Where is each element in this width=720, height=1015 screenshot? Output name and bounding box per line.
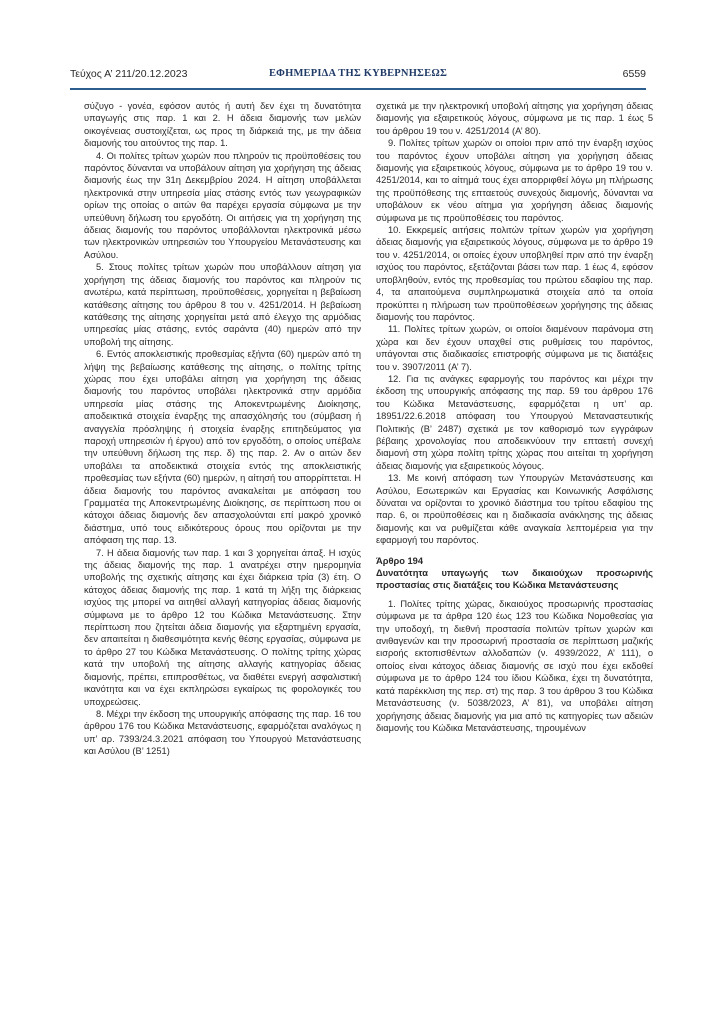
page-header (70, 68, 646, 84)
left-column (84, 100, 361, 758)
paragraph: σχετικά με την ηλεκτρονική υποβολή αίτησης για χορήγηση άδειας διαμονής για εξαιρετικούς λόγους, σύμφωνα με τις παρ. 1 έως 5 του άρθρου 19 του ν. 4251/2014 (Α’ 80). (376, 101, 653, 136)
journal-title: ΕΦΗΜΕΡΙΔΑ ΤΗΣ ΚΥΒΕΡΝΗΣΕΩΣ (268, 68, 448, 79)
paragraph: 4. Οι πολίτες τρίτων χωρών που πληρούν τις προϋποθέσεις του παρόντος δύνανται να υποβάλουν αίτηση για χορήγηση της άδειας διαμονής έως την 31η Δεκεμβρίου 2024. Η αίτηση υποβάλλεται ηλεκτρονικά στην υπηρεσία μίας στάσης εντός των γεωγραφικών ορίων της οποίας ο αιτών θα παρέχει εργασία σύμφωνα με την υπεύθυνη δήλωση του εργοδότη. Οι αιτήσεις για τη χορήγηση της άδειας διαμονής του παρόντος υποβάλλονται ηλεκτρονικά μέσω των ηλεκτρονικών υπηρεσιών του Υπουργείου Μετανάστευσης και Ασύλου. (84, 150, 361, 260)
paragraph: 6. Εντός αποκλειστικής προθεσμίας εξήντα (60) ημερών από τη λήψη της βεβαίωσης κατάθεσης της αίτησης, ο πολίτης τρίτης χώρας που έχει υποβάλει αίτηση για χορήγηση της άδειας διαμονής του παρόντος υποβάλει ηλεκτρονικά στην αρμόδια υπηρεσία μίας στάσης της Αποκεντρωμένης Διοίκησης, αποδεικτικά στοιχεία έναρξης της απασχόλησής του (σύμβαση ή αναγγελία πρόσληψης ή στοιχεία έναρξης επιτηδεύματος για παροχή υπηρεσιών ή έργου) από τον εργοδότη, ο οποίος υπέβαλε την υπεύθυνη δήλωση της περ. δ) της παρ. 2. Αν ο αιτών δεν υποβάλει τα αποδεικτικά στοιχεία εντός της αποκλειστικής προθεσμίας των εξήντα (60) ημερών, η αίτησή του απορρίπτεται. Η άδεια διαμονής του παρόντος ανακαλείται με απόφαση του Γραμματέα της Αποκεντρωμένης Διοίκησης, σε περίπτωση που οι κάτοχοι άδειας διαμονής δεν απασχολούνται επί μακρό χρονικό διάστημα, υπό τους ειδικότερους όρους που ορίζονται με την απόφαση της παρ. 13. (84, 349, 361, 546)
paragraph: 7. Η άδεια διαμονής των παρ. 1 και 3 χορηγείται άπαξ. Η ισχύς της άδειας διαμονής της παρ. 1 ανατρέχει στην ημερομηνία υποβολής της σχετικής αίτησης και έχει διάρκεια τρία (3) έτη. Ο κάτοχος άδειας διαμονής της παρ. 1 κατά τη λήξη της διάρκειας ισχύος της μπορεί να αιτηθεί αλλαγή κατηγορίας άδειας διαμονής σύμφωνα με το άρθρο 12 του Κώδικα Μετανάστευσης. Στην περίπτωση που ζητείται άδεια διαμονής για εξαρτημένη εργασία, δεν απαιτείται η διαθεσιμότητα κενής θέσης εργασίας, σύμφωνα με το άρθρο 27 του Κώδικα Μετανάστευσης. Ο πολίτης τρίτης χώρας κατά την υποβολή της αίτησης αλλαγής κατηγορίας άδειας διαμονής, πρέπει, επιπροσθέτως, να διαθέτει ενεργή ασφαλιστική ικανότητα και να έχει εκπληρώσει εγκαίρως τις φορολογικές του υποχρεώσεις. (84, 547, 361, 707)
issue-label: Τεύχος Α’ 211/20.12.2023 (70, 68, 188, 80)
article-title: Δυνατότητα υπαγωγής των δικαιούχων προσωρινής προστασίας στις διατάξεις του Κώδικα Μετανάστευσης (376, 568, 653, 591)
article-number: Άρθρο 194 (376, 555, 424, 566)
paragraph: 5. Στους πολίτες τρίτων χωρών που υποβάλλουν αίτηση για χορήγηση της άδειας διαμονής του παρόντος και πληρούν τις ανωτέρω, κατά περίπτωση, προϋποθέσεις, χορηγείται η βεβαίωση κατάθεσης αίτησης του άρθρου 8 του ν. 4251/2014. Η βεβαίωση κατάθεσης της αίτησης χορηγείται μετά από έλεγχο της αρμόδιας υπηρεσίας μίας στάσης, εντός σαράντα (40) ημερών από την υποβολή της αίτησης. (84, 262, 361, 347)
header-divider (70, 88, 646, 90)
paragraph: 9. Πολίτες τρίτων χωρών οι οποίοι πριν από την έναρξη ισχύος του παρόντος έχουν υποβάλει αίτηση για χορήγηση άδειας διαμονής για εξαιρετικούς λόγους, σύμφωνα με το άρθρο 19 του ν. 4251/2014, και το αίτημά τους έχει απορριφθεί λόγω μη πλήρωσης της προϋπόθεσης της επταετούς συνεχούς διαμονής, δύνανται να υποβάλουν εκ νέου αίτημα για χορήγηση άδειας διαμονής σύμφωνα με τις προϋποθέσεις του παρόντος. (376, 138, 653, 223)
paragraph: 10. Εκκρεμείς αιτήσεις πολιτών τρίτων χωρών για χορήγηση άδειας διαμονής για εξαιρετικούς λόγους, σύμφωνα με το άρθρο 19 του ν. 4251/2014, οι οποίες έχουν υποβληθεί πριν από την έναρξη ισχύος του παρόντος, εξετάζονται βάσει των παρ. 1 έως 4, εφόσον υποβληθούν, εντός της προθεσμίας του πρώτου εδαφίου της παρ. 4, τα απαιτούμενα συμπληρωματικά στοιχεία από τα οποία προκύπτει η πλήρωση των προϋποθέσεων χορήγησης της άδειας διαμονής του παρόντος. (376, 225, 653, 322)
paragraph: 13. Με κοινή απόφαση των Υπουργών Μετανάστευσης και Ασύλου, Εσωτερικών και Εργασίας και Κοινωνικής Ασφάλισης δύναται να ορίζονται το χρονικό διάστημα του τρίτου εδαφίου της παρ. 6, οι προϋποθέσεις και η διαδικασία ανάκλησης της άδειας διαμονής και να ρυθμίζεται κάθε αναγκαία λεπτομέρεια για την εφαρμογή του παρόντος. (376, 473, 653, 546)
paragraph: 12. Για τις ανάγκες εφαρμογής του παρόντος και μέχρι την έκδοση της υπουργικής απόφασης της παρ. 59 του άρθρου 176 του Κώδικα Μετανάστευσης, εφαρμόζεται η υπ’ αρ. 18951/22.6.2018 απόφαση του Υπουργού Μεταναστευτικής Πολιτικής (Β’ 2487) σχετικά με τον καθορισμό των εγγράφων βέβαιης χρονολογίας που αποδεικνύουν την επταετή συνεχή διαμονή στη χώρα πολίτη τρίτης χώρας που αιτείται τη χορήγηση άδειας διαμονής για εξαιρετικούς λόγους. (376, 373, 653, 471)
article-paragraph: 1. Πολίτες τρίτης χώρας, δικαιούχος προσωρινής προστασίας σύμφωνα με τα άρθρα 120 έως 123 του Κώδικα Νομοθεσίας για την υποδοχή, τη διεθνή προστασία πολιτών τρίτων χωρών και ανιθαγενών και την προσωρινή προστασία σε περίπτωση μαζικής εισροής εκτοπισθέντων αλλοδαπών (ν. 4939/2022, Α’ 111), ο οποίος είναι κάτοχος άδειας διαμονής σε ισχύ που έχει εκδοθεί σύμφωνα με το άρθρο 124 του ίδιου Κώδικα, έχει τη δυνατότητα, κατά παρέκκλιση της περ. στ) της παρ. 3 του άρθρου 3 του Κώδικα Μετανάστευσης (ν. 5038/2023, Α’ 81), να υποβάλει αίτηση χορήγησης άδειας διαμονής για μια από τις κατηγορίες των αδειών διαμονής του Κώδικα Μετανάστευσης, τηρουμένων (376, 598, 653, 733)
paragraph: 8. Μέχρι την έκδοση της υπουργικής απόφασης της παρ. 16 του άρθρου 176 του Κώδικα Μετανάστευσης, εφαρμόζεται αναλόγως η υπ’ αρ. 7393/24.3.2021 απόφαση του Υπουργού Μετανάστευσης και Ασύλου (Β’ 1251) (84, 708, 361, 757)
right-column (376, 100, 653, 734)
paragraph: σύζυγο - γονέα, εφόσον αυτός ή αυτή δεν έχει τη δυνατότητα υπαγωγής στις παρ. 1 και 2. Η άδεια διαμονής των μελών οικογένειας συστοιχίζεται, ως προς τη διάρκειά της, με την άδεια διαμονής του αιτούντος της παρ. 1. (84, 101, 361, 149)
paragraph: 11. Πολίτες τρίτων χωρών, οι οποίοι διαμένουν παράνομα στη χώρα και δεν έχουν υπαχθεί στις ρυθμίσεις του παρόντος, υπάγονται στις διαδικασίες επιστροφής σύμφωνα με τις διατάξεις του ν. 3907/2011 (Α’ 7). (376, 324, 653, 372)
page-number: 6559 (622, 68, 646, 80)
